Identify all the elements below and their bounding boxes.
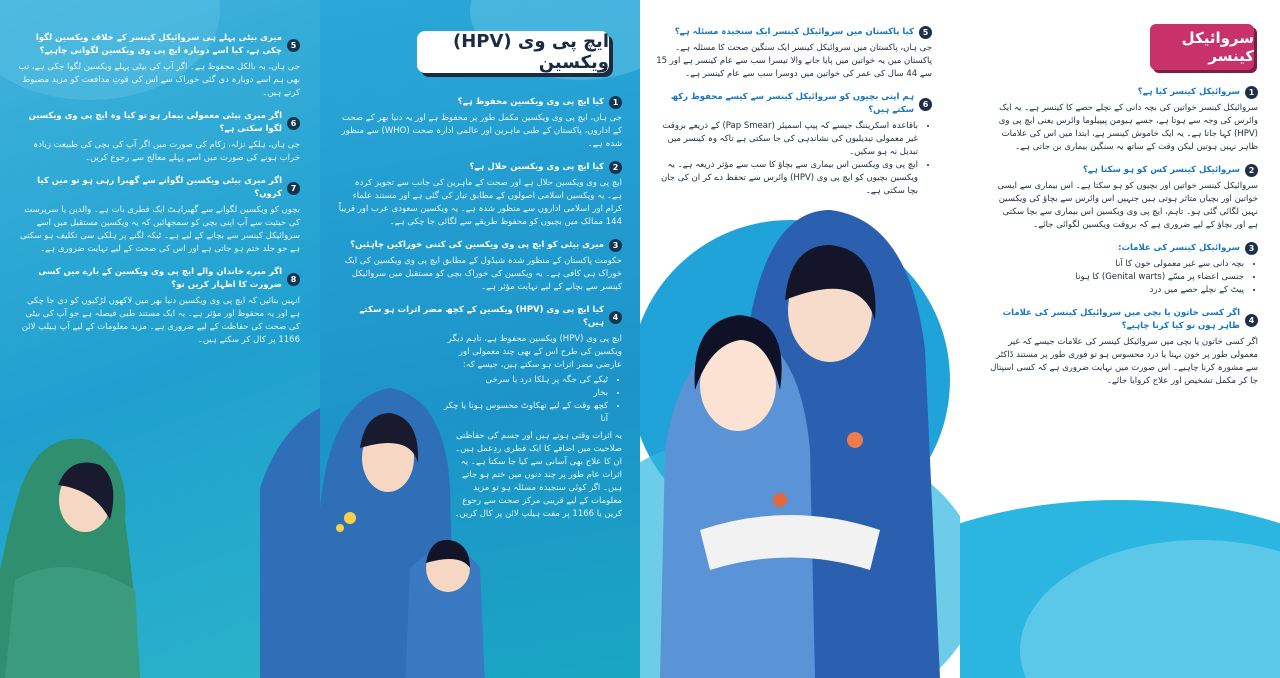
panel-hpv-vaccine [320, 0, 640, 678]
faq-answer: اگر کسی خاتون یا بچی میں سروائیکل کینسر کی علامات جیسے کہ غیر معمولی طور پر خون بہنا یا درد محسوس ہو تو فوری طور پر مستند ڈاکٹر سے مشورہ کرنا چاہیے۔ اس صورت میں نہایت ضروری ہے کہ کسی اسپتال جا کر مکمل تشخیص اور علاج کروایا جائے۔ [990, 337, 1258, 386]
number-badge: 3 [609, 239, 622, 252]
illustration-woman-teal-dupatta [0, 430, 150, 678]
list-item: • پیٹ کے نچلے حصے میں درد [990, 284, 1244, 297]
faq-answer: جی ہاں، پاکستان میں سروائیکل کینسر ایک سنگین صحت کا مسئلہ ہے۔ پاکستان میں یہ خواتین میں پایا جانے والا تیسرا سب سے عام کینسر ہے اور 15 سے 44 سال کی عمر کی خواتین میں دوسرا سب سے عام کینسر ہے۔ [656, 43, 932, 79]
faq-item [338, 239, 622, 294]
faq-question: سروائیکل کینسر کی علامات: [1118, 243, 1240, 253]
number-badge: 4 [1245, 314, 1258, 327]
panel-cervical-cancer [960, 0, 1280, 678]
illustration-mother-left-part [240, 368, 320, 678]
number-badge: 7 [287, 182, 300, 195]
panel-faq-continued [0, 0, 320, 678]
faq-question: کیا ایچ پی وی ویکسین محفوظ ہے؟ [457, 97, 604, 107]
faq-item [990, 242, 1258, 297]
number-badge: 1 [1245, 86, 1258, 99]
panel-cervical-pakistan [640, 0, 960, 678]
number-badge: 4 [609, 311, 622, 324]
faq-question: کیا پاکستان میں سروائیکل کینسر ایک سنجیدہ مسئلہ ہے؟ [674, 27, 914, 37]
faq-answer: سروائیکل کینسر خواتین اور بچیوں کو ہو سکتا ہے۔ اس بیماری سے ایسی خواتین اور بچیاں متاثر ہوتی ہیں جنہیں اس وائرس سے بچاؤ کی ویکسین نہیں لگائی گئی ہو۔ تاہم، ایچ پی وی ویکسین اس بیماری سے بچا سکتی ہے اور بچاؤ کے لیے ضروری ہے کہ بروقت ویکسین لگوائی جائے۔ [997, 181, 1258, 230]
number-badge: 6 [919, 98, 932, 111]
number-badge: 5 [287, 39, 300, 52]
faq-list-right [990, 86, 1258, 398]
faq-answer: جی ہاں، ایچ پی وی ویکسین مکمل طور پر محفوظ ہے اور یہ دنیا بھر کے صحت کے اداروں، پاکستان کے طبی ماہرین اور عالمی ادارہ صحت (WHO) سے منظور شدہ ہے۔ [341, 113, 622, 149]
faq-answer: انہیں بتائیں کہ ایچ پی وی ویکسین دنیا بھر میں لاکھوں لڑکیوں کو دی جا چکی ہے اور یہ محفوظ اور مؤثر ہے۔ یہ ایک مستند طبی فیصلہ ہے جو آپ کی بیٹی کی صحت کی حفاظت کے لیے ضروری ہے۔ مزید معلومات کے لیے آپ ہیلپ لائن 1166 پر کال کر سکتے ہیں۔ [21, 296, 300, 345]
list-item: • جنسی اعضاء پر مسّے (Genital warts) کا ہونا [990, 271, 1244, 284]
faq-item [990, 164, 1258, 232]
faq-answer: سروائیکل کینسر خواتین کی بچہ دانی کے نچلے حصے کا کینسر ہے۔ یہ ایک وائرس کی وجہ سے ہوتا ہے، جسے ہیومن پیپیلوما وائرس یعنی ایچ پی وی (HPV) کہا جاتا ہے۔ یہ ایک خاموش کینسر ہے، ابتدا میں اس کی علامات ظاہر نہیں ہوتیں لیکن وقت کے ساتھ یہ سنگین بیماری بن جاتی ہے۔ [998, 103, 1258, 152]
faq-item [990, 86, 1258, 154]
faq-question: اگر میری بیٹی معمولی بیمار ہو تو کیا وہ ایچ پی وی ویکسین لگوا سکتی ہے؟ [28, 111, 282, 134]
faq-question: میری بیٹی پہلے ہی سروائیکل کینسر کے خلاف ویکسین لگوا چکی ہے، کیا اسے دوبارہ ایچ پی وی ویکسین لگوانی چاہیے؟ [35, 33, 282, 56]
faq-answer: جی ہاں، ہلکے نزلہ، زکام کی صورت میں اگر آپ کی بچی کی طبیعت زیادہ خراب ہونے کی صورت میں اسے پہلے معالج سے رجوع کریں۔ [33, 140, 300, 163]
page-title-hpv: ایچ پی وی (HPV) ویکسین [417, 31, 609, 73]
list-item: • کچھ وقت کے لیے تھکاوٹ محسوس ہونا یا چکر آنا [438, 400, 608, 426]
number-badge: 5 [919, 26, 932, 39]
number-badge: 1 [609, 96, 622, 109]
faq-answer: حکومت پاکستان کے منظور شدہ شیڈول کے مطابق ایچ پی وی ویکسین کی ایک خوراک ہی کافی ہے۔ یہ ویکسین کی خوراک بچی کو مستقبل میں سروائیکل کینسر سے بچانے کے لیے نہایت مؤثر ہے۔ [344, 256, 622, 292]
faq-answer: ایچ پی وی ویکسین حلال ہے اور صحت کے ماہرین کی جانب سے تجویز کردہ ہے۔ یہ ویکسین اسلامی اصولوں کے مطابق تیار کی گئی ہے اور مستند علماء کرام اور اسلامی اداروں سے منظور شدہ ہے۔ یہ ویکسین سعودی عرب اور قریباً 144 ممالک میں بچیوں کو محفوظ طریقے سے لگائی جا چکی ہے۔ [338, 178, 622, 227]
illustration-mother-hugging-daughter [640, 200, 960, 678]
faq-item [16, 175, 300, 256]
faq-question: سروائیکل کینسر کس کو ہو سکتا ہے؟ [1082, 165, 1240, 175]
list-item: • باقاعدہ اسکریننگ جیسے کہ پیپ اسمیئر (Pap Smear) کے ذریعے بروقت غیر معمولی تبدیلیوں کی نشاندہی کی جا سکتی ہے تاکہ وہ کینسر میں تبدیل نہ ہو سکیں۔ [656, 120, 918, 159]
faq-item [16, 110, 300, 165]
faq-answer: جی ہاں، یہ بالکل محفوظ ہے۔ اگر آپ کی بیٹی پہلے ویکسین لگوا چکی ہے، تب بھی ہم اسے دوبارہ دی گئی خوراک سے اس کی قوتِ مدافعت کو مزید مضبوط کرتے ہیں۔ [18, 62, 300, 98]
faq-answer-continued: یہ اثرات وقتی ہوتے ہیں اور جسم کی حفاظتی صلاحیت میں اضافے کا ایک فطری ردِعمل ہیں۔ ان کا علاج بھی آسانی سے کیا جا سکتا ہے۔ یہ اثرات عام طور پر چند دنوں میں ختم ہو جاتے ہیں۔ اگر کوئی سنجیدہ مسئلہ ہو تو مزید معلومات کے لیے قریبی مرکز صحت سے رجوع کریں یا 1166 پر مفت ہیلپ لائن پر کال کریں۔ [454, 431, 622, 519]
faq-item [656, 26, 932, 81]
faq-question: سروائیکل کینسر کیا ہے؟ [1137, 87, 1240, 97]
faq-item [16, 32, 300, 100]
number-badge: 6 [287, 117, 300, 130]
number-badge: 8 [287, 273, 300, 286]
prevention-list [656, 120, 918, 198]
number-badge: 3 [1245, 242, 1258, 255]
faq-question: اگر میرے خاندان والے ایچ پی وی ویکسین کے بارے میں کسی ضرورت کا اظہار کریں تو؟ [38, 267, 282, 290]
faq-item [338, 161, 622, 229]
list-item: • ٹیکے کی جگہ پر ہلکا درد یا سرخی [438, 374, 608, 387]
number-badge: 2 [1245, 164, 1258, 177]
faq-question: اگر کسی خاتون یا بچی میں سروائیکل کینسر کی علامات ظاہر ہوں تو کیا کرنا چاہیے؟ [1002, 308, 1240, 331]
faq-question: اگر میری بیٹی ویکسین لگوانے سے گھبرا رہی ہو تو میں کیا کروں؟ [37, 176, 282, 199]
page-title-cervical-cancer: سروائیکل کینسر [1150, 24, 1254, 70]
faq-question: ہم اپنی بچیوں کو سروائیکل کینسر سے کیسے محفوظ رکھ سکتے ہیں؟ [670, 92, 914, 115]
faq-question: کیا ایچ پی وی (HPV) ویکسین کے کچھ مضر اثرات ہو سکتے ہیں؟ [359, 305, 604, 328]
faq-question: کیا ایچ پی وی ویکسین حلال ہے؟ [469, 162, 604, 172]
symptoms-list [990, 258, 1244, 297]
faq-answer: ایچ پی وی (HPV) ویکسین محفوظ ہے، تاہم دیگر ویکسین کی طرح اس کے بھی چند معمولی اور عارضی مضر اثرات ہو سکتے ہیں، جیسے کہ: [447, 334, 622, 370]
faq-item [338, 96, 622, 151]
faq-list-mid [656, 26, 932, 208]
list-item: • ایچ پی وی ویکسین اس بیماری سے بچاؤ کا سب سے مؤثر ذریعہ ہے۔ یہ ویکسین بچیوں کو ایچ پی وی (HPV) وائرس سے تحفظ دے کر ان کی جان بچا سکتی ہے۔ [656, 159, 918, 198]
faq-item [16, 266, 300, 347]
faq-item [990, 307, 1258, 388]
list-item: • بچہ دانی سے غیر معمولی خون کا آنا [990, 258, 1244, 271]
list-item: • بخار [438, 387, 608, 400]
faq-answer: بچوں کو ویکسین لگوانے سے گھبراہٹ ایک فطری بات ہے۔ والدین یا سرپرست کی حیثیت سے آپ اپنی بچی کو سمجھائیں کہ یہ ویکسین مستقبل میں اسے سروائیکل کینسر سے بچانے کے لیے ہے۔ ٹیکہ لگنے پر ہلکی سی تکلیف ہو سکتی ہے جو جلد ختم ہو جاتی ہے اور اس کی صحت کے لیے نہایت ضروری ہے۔ [20, 205, 300, 254]
number-badge: 2 [609, 161, 622, 174]
faq-list-left [16, 32, 300, 357]
illustration-mother-and-son [320, 368, 500, 678]
faq-item [656, 91, 932, 198]
faq-question: میری بیٹی کو ایچ پی وی ویکسین کی کتنی خوراکیں چاہئیں؟ [350, 240, 604, 250]
